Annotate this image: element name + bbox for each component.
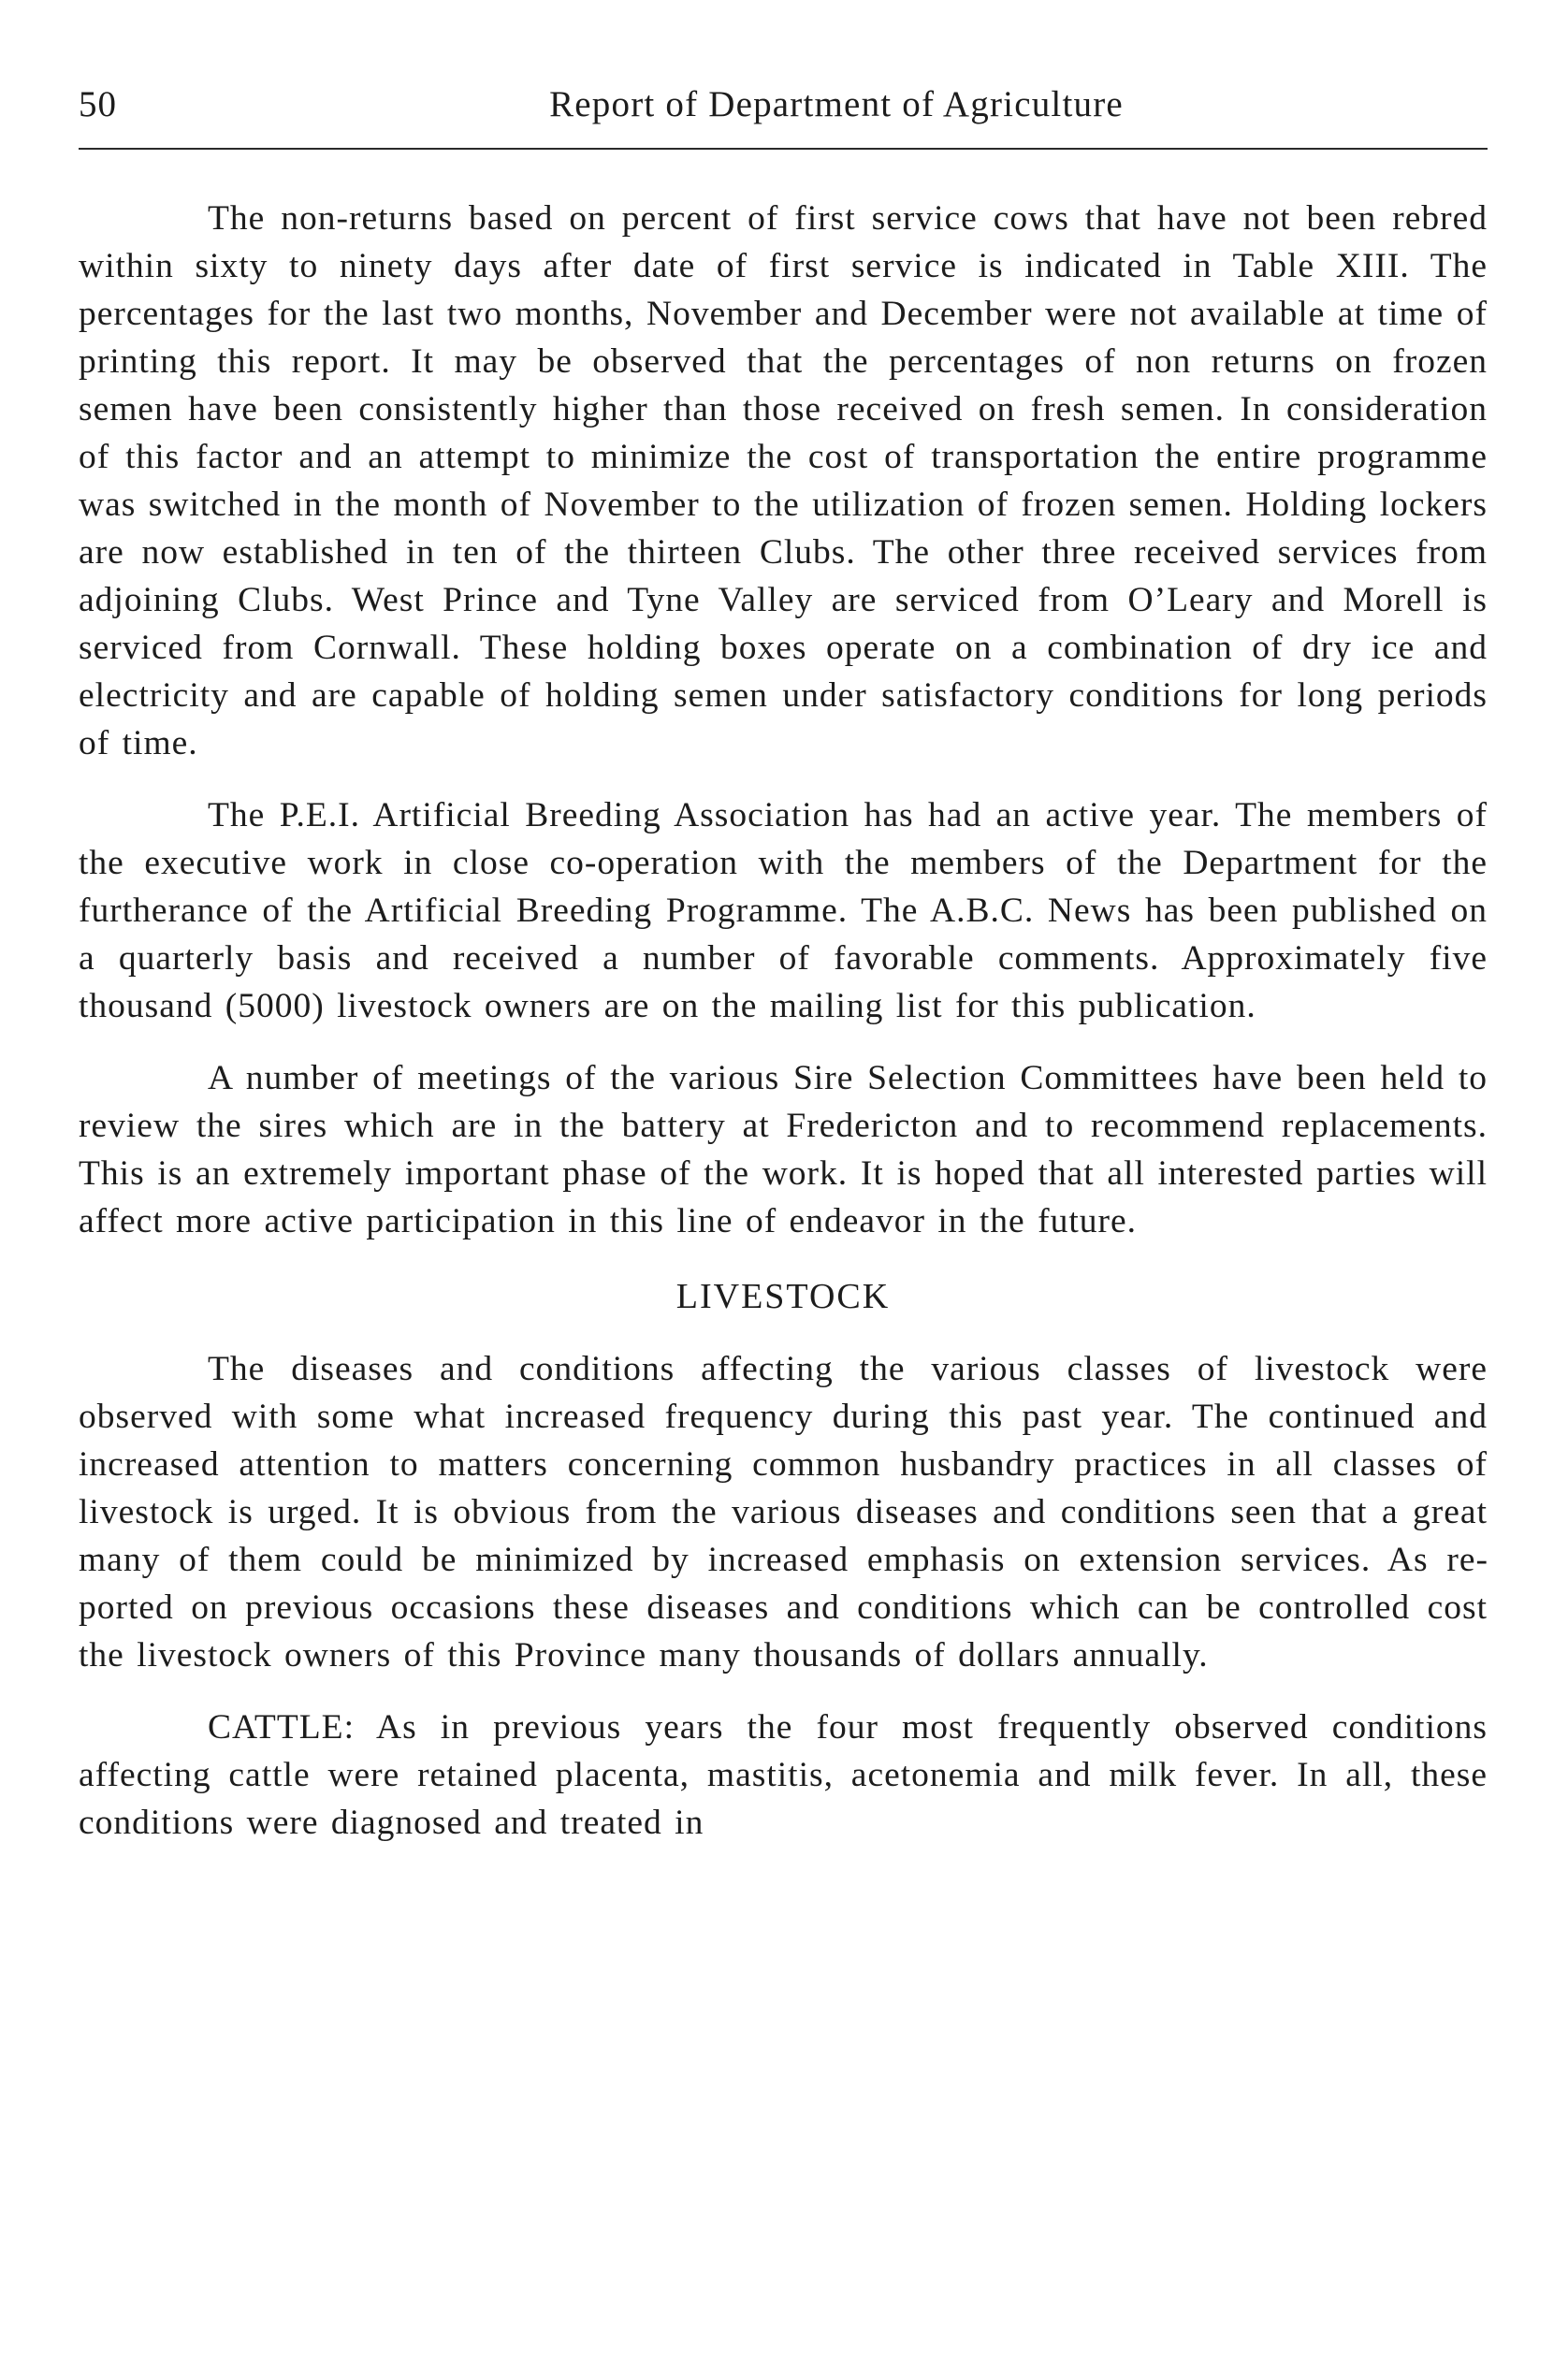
paragraph-livestock-diseases: The diseases and conditions affecting the various classes of livestock were observed with some what increased frequency during this past year. The continued and increased attention to matters concerning common husbandry practices in all classes of livestock is urged. It is obvious from the various diseases and conditions seen that a great many of them could be minimized by increased emphasis on extension services. As reported on previous occasions these diseases and conditions which can be controlled cost the livestock owners of this Province many thousands of dollars annually.: [79, 1350, 1488, 1675]
page-header: [79, 77, 1488, 133]
header-rule: [79, 148, 1488, 150]
paragraph-breeding-association: The P.E.I. Artificial Breeding Association has had an active year. The members of the executive work in close co-operation with the members of the Department for the furtherance of the Artificial Breeding Programme. The A.B.C. News has been published on a quarterly basis and received a number of favorable comments. Approximately five thousand (5000) livestock owners are on the mailing list for this publication.: [79, 796, 1488, 1025]
section-heading-livestock: LIVESTOCK: [675, 1277, 891, 1316]
paragraph-sire-selection: A number of meetings of the various Sire Selection Committees have been held to review the sires which are in the battery at Fredericton and to recommend replacements. This is an extremely important phase of the work. It is hoped that all interested parties will affect more active participation in this line of endeavor in the future.: [79, 1059, 1488, 1240]
paragraph-frozen-semen: The non-returns based on percent of first service cows that have not been rebred within sixty to ninety days after date of first service is indicated in Table XIII. The percentages for the last two months, November and December were not available at time of printing this report. It may be observed that the percentages of non returns on frozen semen have been consistently higher than those received on fresh semen. In consideration of this factor and an attempt to minimize the cost of transportation the entire programme was switched in the month of November to the utilization of frozen semen. Holding lockers are now established in ten of the thirteen Clubs. The other three received services from adjoining Clubs. West Prince and Tyne Valley are serviced from O’Leary and Morell is serviced from Cornwall. These holding boxes operate on a combination of dry ice and electricity and are capable of holding semen under satisfactory conditions for long periods of time.: [79, 199, 1488, 762]
body-text: [79, 195, 1488, 1847]
paragraph-cattle: CATTLE: As in previous years the four most frequently observed conditions affecting cattle were retained placenta, mastitis, acetonemia and milk fever. In all, these conditions were diagnosed and treated in: [79, 1708, 1488, 1842]
running-head: Report of Department of Agriculture: [549, 84, 1124, 124]
page-number: 50: [79, 84, 117, 124]
